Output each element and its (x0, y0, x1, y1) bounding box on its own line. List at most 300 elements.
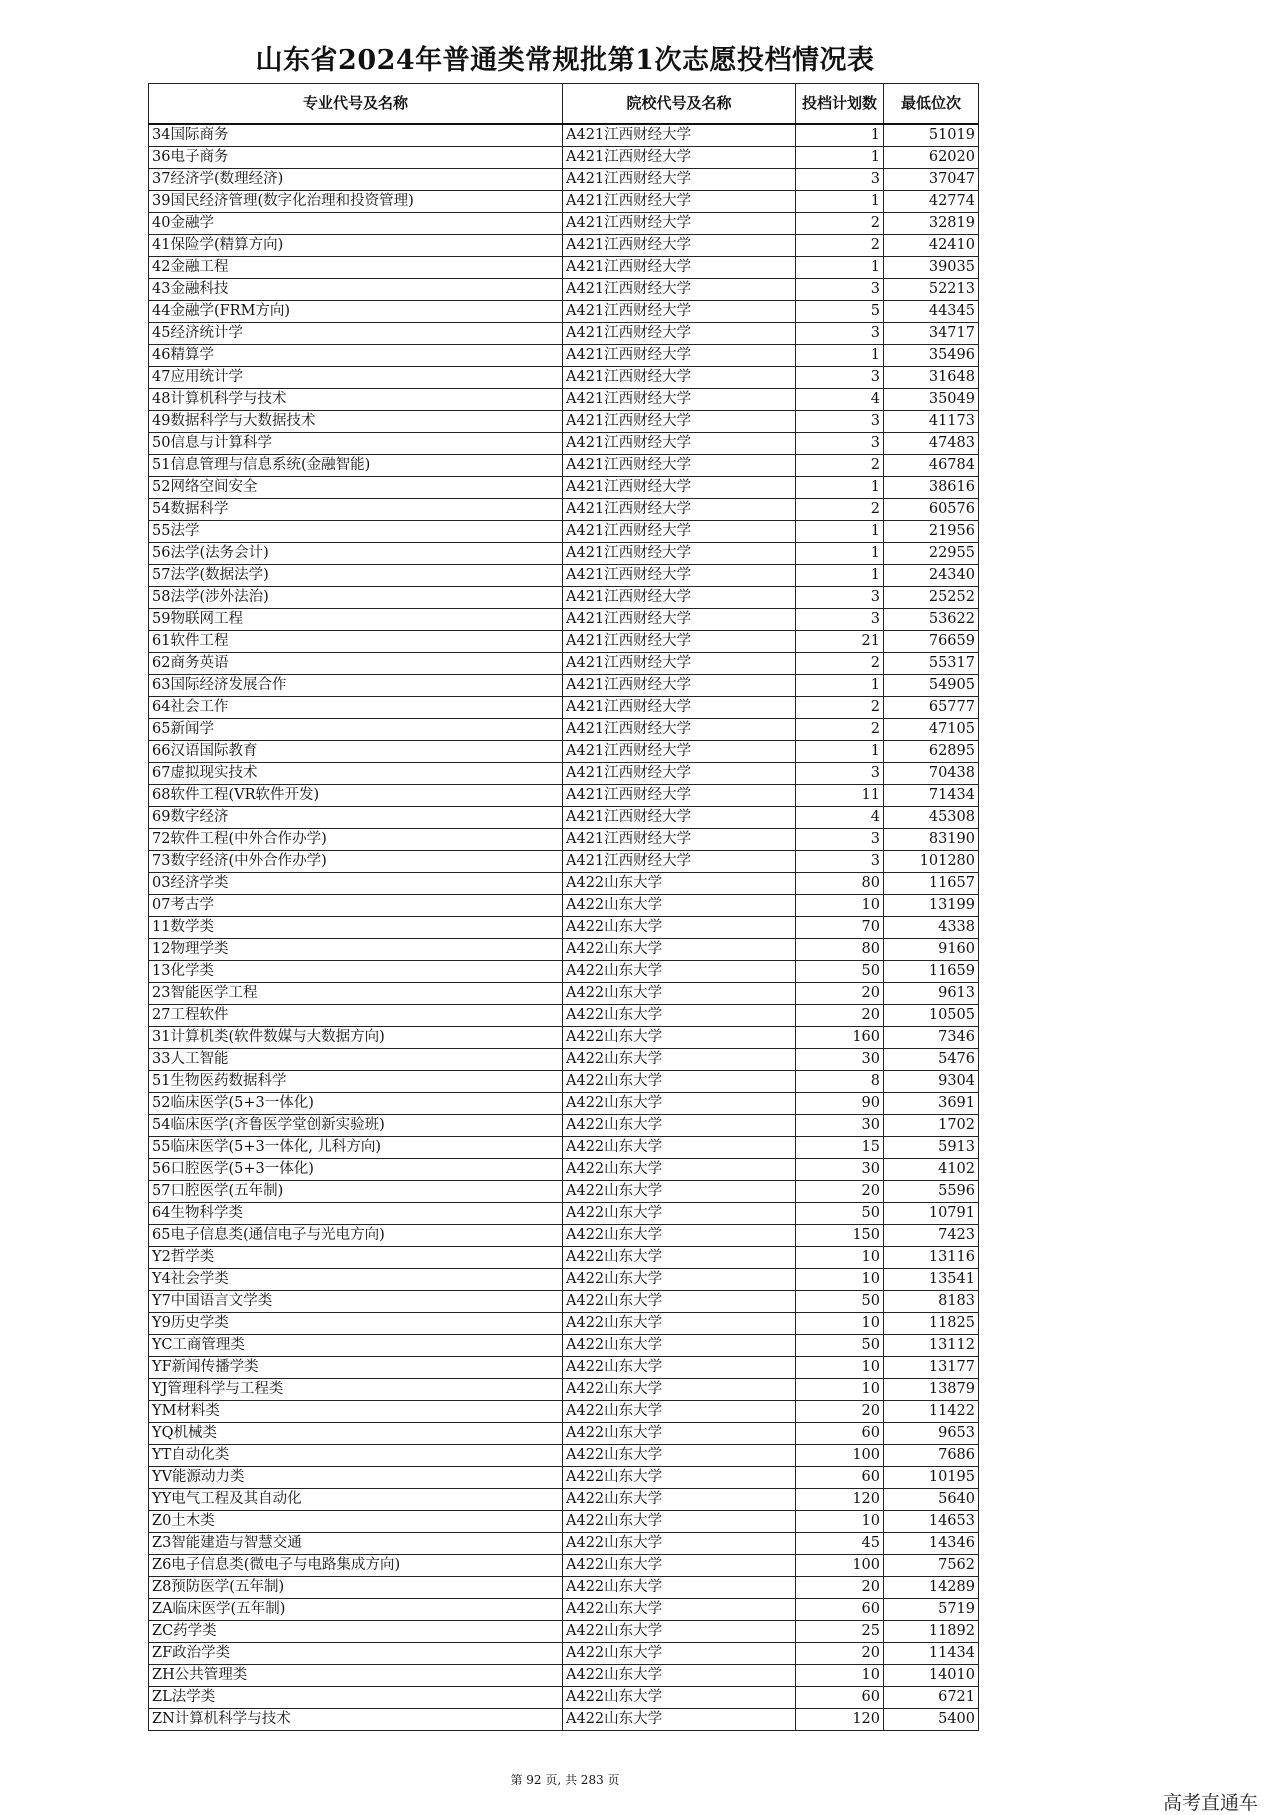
major-cell: Y9历史学类 (149, 1313, 563, 1335)
min-rank-cell: 24340 (884, 565, 979, 587)
major-cell: YY电气工程及其自动化 (149, 1489, 563, 1511)
school-cell: A421江西财经大学 (563, 521, 796, 543)
school-cell: A421江西财经大学 (563, 477, 796, 499)
major-cell: 40金融学 (149, 213, 563, 235)
major-cell: 63国际经济发展合作 (149, 675, 563, 697)
min-rank-cell: 14289 (884, 1577, 979, 1599)
min-rank-cell: 11422 (884, 1401, 979, 1423)
major-cell: 64生物科学类 (149, 1203, 563, 1225)
min-rank-cell: 41173 (884, 411, 979, 433)
school-cell: A422山东大学 (563, 1291, 796, 1313)
min-rank-cell: 9304 (884, 1071, 979, 1093)
table-row (149, 917, 979, 939)
table-row (149, 1313, 979, 1335)
major-cell: 65电子信息类(通信电子与光电方向) (149, 1225, 563, 1247)
min-rank-cell: 39035 (884, 257, 979, 279)
table-row (149, 1379, 979, 1401)
plan-count-cell: 10 (796, 1379, 884, 1401)
table-row (149, 477, 979, 499)
table-row (149, 1621, 979, 1643)
school-cell: A421江西财经大学 (563, 807, 796, 829)
min-rank-cell: 62020 (884, 147, 979, 169)
plan-count-cell: 2 (796, 719, 884, 741)
min-rank-cell: 47483 (884, 433, 979, 455)
major-cell: Z6电子信息类(微电子与电路集成方向) (149, 1555, 563, 1577)
min-rank-cell: 47105 (884, 719, 979, 741)
plan-count-cell: 20 (796, 1181, 884, 1203)
min-rank-cell: 55317 (884, 653, 979, 675)
table-row (149, 983, 979, 1005)
min-rank-cell: 25252 (884, 587, 979, 609)
min-rank-cell: 11659 (884, 961, 979, 983)
plan-count-cell: 4 (796, 807, 884, 829)
table-row (149, 1291, 979, 1313)
major-cell: 72软件工程(中外合作办学) (149, 829, 563, 851)
major-cell: 11数学类 (149, 917, 563, 939)
plan-count-cell: 20 (796, 1643, 884, 1665)
table-row (149, 1203, 979, 1225)
min-rank-cell: 13112 (884, 1335, 979, 1357)
plan-count-cell: 2 (796, 499, 884, 521)
table-row (149, 301, 979, 323)
school-cell: A422山东大学 (563, 1027, 796, 1049)
school-cell: A422山东大学 (563, 1445, 796, 1467)
table-header-row (149, 84, 979, 125)
school-cell: A422山东大学 (563, 1555, 796, 1577)
major-cell: 47应用统计学 (149, 367, 563, 389)
table-row (149, 1181, 979, 1203)
plan-count-cell: 2 (796, 455, 884, 477)
min-rank-cell: 10791 (884, 1203, 979, 1225)
min-rank-cell: 52213 (884, 279, 979, 301)
school-cell: A421江西财经大学 (563, 147, 796, 169)
min-rank-cell: 5596 (884, 1181, 979, 1203)
school-cell: A422山东大学 (563, 1709, 796, 1731)
school-cell: A422山东大学 (563, 1357, 796, 1379)
plan-count-cell: 1 (796, 521, 884, 543)
table-row (149, 499, 979, 521)
major-cell: YC工商管理类 (149, 1335, 563, 1357)
min-rank-cell: 7346 (884, 1027, 979, 1049)
plan-count-cell: 15 (796, 1137, 884, 1159)
school-cell: A422山东大学 (563, 1005, 796, 1027)
min-rank-cell: 5476 (884, 1049, 979, 1071)
school-cell: A422山东大学 (563, 1203, 796, 1225)
major-cell: 27工程软件 (149, 1005, 563, 1027)
table-row (149, 587, 979, 609)
major-cell: YJ管理科学与工程类 (149, 1379, 563, 1401)
major-cell: 03经济学类 (149, 873, 563, 895)
plan-count-cell: 10 (796, 1313, 884, 1335)
school-cell: A421江西财经大学 (563, 653, 796, 675)
table-row (149, 1335, 979, 1357)
plan-count-cell: 30 (796, 1159, 884, 1181)
plan-count-cell: 70 (796, 917, 884, 939)
plan-count-cell: 30 (796, 1115, 884, 1137)
min-rank-cell: 7686 (884, 1445, 979, 1467)
table-row (149, 191, 979, 213)
plan-count-cell: 3 (796, 433, 884, 455)
min-rank-cell: 1702 (884, 1115, 979, 1137)
school-cell: A421江西财经大学 (563, 851, 796, 873)
plan-count-cell: 10 (796, 1665, 884, 1687)
min-rank-cell: 53622 (884, 609, 979, 631)
header-min-rank: 最低位次 (884, 84, 979, 125)
school-cell: A421江西财经大学 (563, 411, 796, 433)
major-cell: ZN计算机科学与技术 (149, 1709, 563, 1731)
school-cell: A422山东大学 (563, 1379, 796, 1401)
min-rank-cell: 44345 (884, 301, 979, 323)
table-row (149, 565, 979, 587)
plan-count-cell: 160 (796, 1027, 884, 1049)
school-cell: A421江西财经大学 (563, 345, 796, 367)
min-rank-cell: 62895 (884, 741, 979, 763)
table-row (149, 1137, 979, 1159)
table-row (149, 1005, 979, 1027)
table-row (149, 609, 979, 631)
major-cell: 62商务英语 (149, 653, 563, 675)
table-row (149, 455, 979, 477)
min-rank-cell: 65777 (884, 697, 979, 719)
min-rank-cell: 101280 (884, 851, 979, 873)
plan-count-cell: 10 (796, 895, 884, 917)
min-rank-cell: 14653 (884, 1511, 979, 1533)
school-cell: A421江西财经大学 (563, 499, 796, 521)
min-rank-cell: 54905 (884, 675, 979, 697)
min-rank-cell: 5719 (884, 1599, 979, 1621)
school-cell: A421江西财经大学 (563, 587, 796, 609)
plan-count-cell: 3 (796, 367, 884, 389)
school-cell: A422山东大学 (563, 1225, 796, 1247)
plan-count-cell: 2 (796, 213, 884, 235)
table-row (149, 763, 979, 785)
school-cell: A421江西财经大学 (563, 697, 796, 719)
table-row (149, 961, 979, 983)
table-row (149, 895, 979, 917)
plan-count-cell: 60 (796, 1687, 884, 1709)
min-rank-cell: 13116 (884, 1247, 979, 1269)
plan-count-cell: 45 (796, 1533, 884, 1555)
plan-count-cell: 100 (796, 1555, 884, 1577)
school-cell: A421江西财经大学 (563, 631, 796, 653)
min-rank-cell: 11892 (884, 1621, 979, 1643)
plan-count-cell: 80 (796, 939, 884, 961)
table-row (149, 1599, 979, 1621)
major-cell: 43金融科技 (149, 279, 563, 301)
school-cell: A421江西财经大学 (563, 433, 796, 455)
min-rank-cell: 42774 (884, 191, 979, 213)
school-cell: A422山东大学 (563, 983, 796, 1005)
min-rank-cell: 14346 (884, 1533, 979, 1555)
min-rank-cell: 11434 (884, 1643, 979, 1665)
plan-count-cell: 1 (796, 741, 884, 763)
school-cell: A422山东大学 (563, 1489, 796, 1511)
major-cell: 57法学(数据法学) (149, 565, 563, 587)
table-row (149, 807, 979, 829)
school-cell: A421江西财经大学 (563, 257, 796, 279)
major-cell: 42金融工程 (149, 257, 563, 279)
table-row (149, 1709, 979, 1731)
table-row (149, 323, 979, 345)
min-rank-cell: 34717 (884, 323, 979, 345)
major-cell: 45经济统计学 (149, 323, 563, 345)
table-row (149, 521, 979, 543)
min-rank-cell: 45308 (884, 807, 979, 829)
min-rank-cell: 51019 (884, 124, 979, 147)
table-row (149, 851, 979, 873)
plan-count-cell: 1 (796, 257, 884, 279)
admission-table (148, 83, 979, 1731)
table-row (149, 741, 979, 763)
major-cell: 59物联网工程 (149, 609, 563, 631)
plan-count-cell: 2 (796, 235, 884, 257)
table-row (149, 543, 979, 565)
plan-count-cell: 1 (796, 147, 884, 169)
school-cell: A422山东大学 (563, 1511, 796, 1533)
major-cell: YQ机械类 (149, 1423, 563, 1445)
major-cell: 33人工智能 (149, 1049, 563, 1071)
table-row (149, 1445, 979, 1467)
major-cell: 13化学类 (149, 961, 563, 983)
min-rank-cell: 11657 (884, 873, 979, 895)
table-row (149, 1357, 979, 1379)
min-rank-cell: 5400 (884, 1709, 979, 1731)
school-cell: A422山东大学 (563, 1137, 796, 1159)
major-cell: 61软件工程 (149, 631, 563, 653)
min-rank-cell: 83190 (884, 829, 979, 851)
plan-count-cell: 21 (796, 631, 884, 653)
major-cell: 55法学 (149, 521, 563, 543)
header-school: 院校代号及名称 (563, 84, 796, 125)
plan-count-cell: 1 (796, 191, 884, 213)
major-cell: 64社会工作 (149, 697, 563, 719)
school-cell: A421江西财经大学 (563, 301, 796, 323)
plan-count-cell: 20 (796, 983, 884, 1005)
min-rank-cell: 10505 (884, 1005, 979, 1027)
header-plan-count: 投档计划数 (796, 84, 884, 125)
plan-count-cell: 3 (796, 587, 884, 609)
plan-count-cell: 3 (796, 763, 884, 785)
table-row (149, 1665, 979, 1687)
table-row (149, 433, 979, 455)
table-row (149, 1093, 979, 1115)
table-row (149, 631, 979, 653)
plan-count-cell: 3 (796, 323, 884, 345)
min-rank-cell: 38616 (884, 477, 979, 499)
major-cell: 54数据科学 (149, 499, 563, 521)
table-row (149, 1115, 979, 1137)
school-cell: A422山东大学 (563, 1247, 796, 1269)
major-cell: Y4社会学类 (149, 1269, 563, 1291)
page-title: 山东省2024年普通类常规批第1次志愿投档情况表 (255, 45, 875, 76)
plan-count-cell: 3 (796, 279, 884, 301)
plan-count-cell: 1 (796, 345, 884, 367)
major-cell: 34国际商务 (149, 124, 563, 147)
min-rank-cell: 8183 (884, 1291, 979, 1313)
plan-count-cell: 2 (796, 697, 884, 719)
school-cell: A422山东大学 (563, 939, 796, 961)
min-rank-cell: 4102 (884, 1159, 979, 1181)
school-cell: A421江西财经大学 (563, 785, 796, 807)
school-cell: A421江西财经大学 (563, 191, 796, 213)
table-row (149, 1533, 979, 1555)
plan-count-cell: 120 (796, 1489, 884, 1511)
school-cell: A422山东大学 (563, 1599, 796, 1621)
table-row (149, 1467, 979, 1489)
school-cell: A422山东大学 (563, 1181, 796, 1203)
major-cell: 46精算学 (149, 345, 563, 367)
plan-count-cell: 8 (796, 1071, 884, 1093)
school-cell: A421江西财经大学 (563, 741, 796, 763)
major-cell: 39国民经济管理(数字化治理和投资管理) (149, 191, 563, 213)
plan-count-cell: 11 (796, 785, 884, 807)
school-cell: A422山东大学 (563, 1335, 796, 1357)
major-cell: 51信息管理与信息系统(金融智能) (149, 455, 563, 477)
table-row (149, 1577, 979, 1599)
plan-count-cell: 1 (796, 675, 884, 697)
min-rank-cell: 35496 (884, 345, 979, 367)
major-cell: 31计算机类(软件数媒与大数据方向) (149, 1027, 563, 1049)
table-row (149, 1071, 979, 1093)
table-row (149, 1687, 979, 1709)
min-rank-cell: 21956 (884, 521, 979, 543)
plan-count-cell: 3 (796, 411, 884, 433)
table-row (149, 675, 979, 697)
school-cell: A421江西财经大学 (563, 169, 796, 191)
table-row (149, 169, 979, 191)
plan-count-cell: 10 (796, 1247, 884, 1269)
school-cell: A422山东大学 (563, 895, 796, 917)
table-row (149, 1027, 979, 1049)
min-rank-cell: 32819 (884, 213, 979, 235)
table-row (149, 389, 979, 411)
school-cell: A421江西财经大学 (563, 565, 796, 587)
table-row (149, 1489, 979, 1511)
min-rank-cell: 31648 (884, 367, 979, 389)
major-cell: Z8预防医学(五年制) (149, 1577, 563, 1599)
min-rank-cell: 10195 (884, 1467, 979, 1489)
school-cell: A422山东大学 (563, 1577, 796, 1599)
plan-count-cell: 10 (796, 1511, 884, 1533)
plan-count-cell: 5 (796, 301, 884, 323)
table-row (149, 719, 979, 741)
table-row (149, 1247, 979, 1269)
table-row (149, 124, 979, 147)
major-cell: 69数字经济 (149, 807, 563, 829)
min-rank-cell: 13199 (884, 895, 979, 917)
min-rank-cell: 11825 (884, 1313, 979, 1335)
min-rank-cell: 9613 (884, 983, 979, 1005)
school-cell: A421江西财经大学 (563, 609, 796, 631)
school-cell: A422山东大学 (563, 1401, 796, 1423)
table-row (149, 367, 979, 389)
major-cell: 41保险学(精算方向) (149, 235, 563, 257)
major-cell: 07考古学 (149, 895, 563, 917)
major-cell: Z3智能建造与智慧交通 (149, 1533, 563, 1555)
plan-count-cell: 4 (796, 389, 884, 411)
plan-count-cell: 50 (796, 1335, 884, 1357)
plan-count-cell: 20 (796, 1577, 884, 1599)
school-cell: A421江西财经大学 (563, 763, 796, 785)
school-cell: A422山东大学 (563, 1665, 796, 1687)
major-cell: 66汉语国际教育 (149, 741, 563, 763)
school-cell: A421江西财经大学 (563, 829, 796, 851)
school-cell: A422山东大学 (563, 873, 796, 895)
table-row (149, 345, 979, 367)
min-rank-cell: 3691 (884, 1093, 979, 1115)
min-rank-cell: 22955 (884, 543, 979, 565)
major-cell: 56法学(法务会计) (149, 543, 563, 565)
major-cell: ZL法学类 (149, 1687, 563, 1709)
table-row (149, 1423, 979, 1445)
min-rank-cell: 42410 (884, 235, 979, 257)
major-cell: ZC药学类 (149, 1621, 563, 1643)
major-cell: YF新闻传播学类 (149, 1357, 563, 1379)
major-cell: 36电子商务 (149, 147, 563, 169)
plan-count-cell: 2 (796, 653, 884, 675)
min-rank-cell: 71434 (884, 785, 979, 807)
major-cell: Y7中国语言文学类 (149, 1291, 563, 1313)
table-row (149, 1225, 979, 1247)
school-cell: A421江西财经大学 (563, 543, 796, 565)
page-footer: 第 92 页, 共 283 页 (510, 1773, 620, 1787)
school-cell: A422山东大学 (563, 1115, 796, 1137)
major-cell: 58法学(涉外法治) (149, 587, 563, 609)
major-cell: 44金融学(FRM方向) (149, 301, 563, 323)
min-rank-cell: 13879 (884, 1379, 979, 1401)
school-cell: A422山东大学 (563, 1621, 796, 1643)
school-cell: A421江西财经大学 (563, 719, 796, 741)
major-cell: YM材料类 (149, 1401, 563, 1423)
plan-count-cell: 60 (796, 1423, 884, 1445)
table-row (149, 697, 979, 719)
school-cell: A421江西财经大学 (563, 213, 796, 235)
table-row (149, 1049, 979, 1071)
major-cell: 67虚拟现实技术 (149, 763, 563, 785)
plan-count-cell: 50 (796, 1203, 884, 1225)
header-major: 专业代号及名称 (149, 84, 563, 125)
min-rank-cell: 37047 (884, 169, 979, 191)
school-cell: A421江西财经大学 (563, 279, 796, 301)
plan-count-cell: 1 (796, 124, 884, 147)
school-cell: A421江西财经大学 (563, 323, 796, 345)
plan-count-cell: 150 (796, 1225, 884, 1247)
min-rank-cell: 60576 (884, 499, 979, 521)
plan-count-cell: 25 (796, 1621, 884, 1643)
table-row (149, 213, 979, 235)
plan-count-cell: 20 (796, 1005, 884, 1027)
min-rank-cell: 9653 (884, 1423, 979, 1445)
major-cell: ZH公共管理类 (149, 1665, 563, 1687)
plan-count-cell: 90 (796, 1093, 884, 1115)
school-cell: A422山东大学 (563, 1423, 796, 1445)
plan-count-cell: 1 (796, 543, 884, 565)
school-cell: A422山东大学 (563, 1071, 796, 1093)
school-cell: A421江西财经大学 (563, 367, 796, 389)
plan-count-cell: 50 (796, 961, 884, 983)
min-rank-cell: 46784 (884, 455, 979, 477)
min-rank-cell: 13177 (884, 1357, 979, 1379)
table-row (149, 873, 979, 895)
school-cell: A421江西财经大学 (563, 389, 796, 411)
table-row (149, 653, 979, 675)
major-cell: 48计算机科学与技术 (149, 389, 563, 411)
major-cell: 68软件工程(VR软件开发) (149, 785, 563, 807)
major-cell: 49数据科学与大数据技术 (149, 411, 563, 433)
major-cell: 54临床医学(齐鲁医学堂创新实验班) (149, 1115, 563, 1137)
min-rank-cell: 7423 (884, 1225, 979, 1247)
major-cell: 65新闻学 (149, 719, 563, 741)
